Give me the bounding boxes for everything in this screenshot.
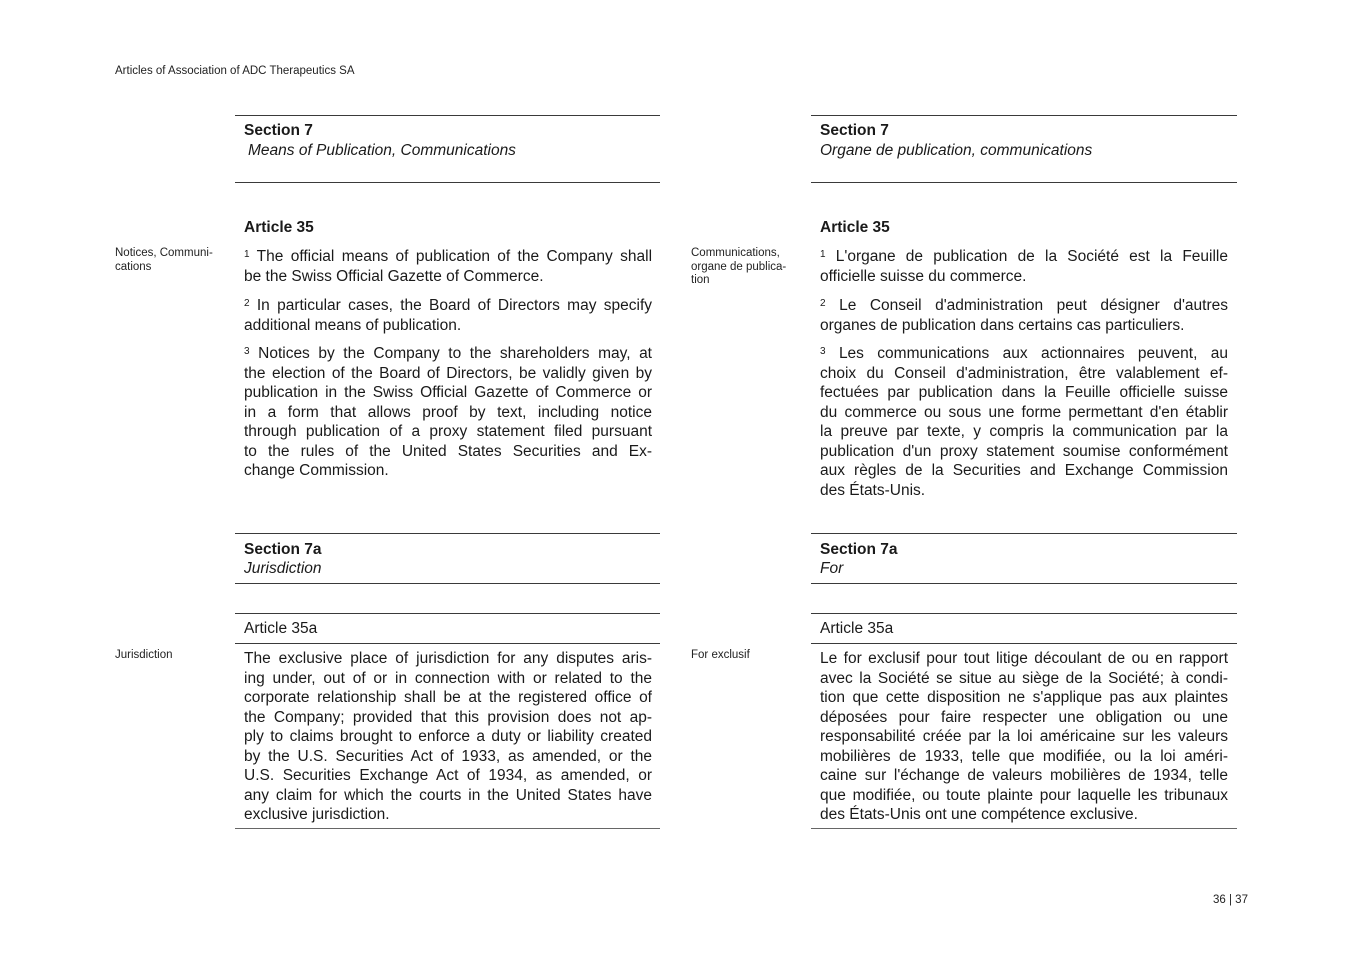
article35-heading-fr: Article 35: [820, 219, 890, 236]
section7a-label-en: Section 7a: [244, 541, 322, 558]
text-line: officielle suisse du commerce.: [820, 267, 1027, 285]
text-line: la preuve par texte, y compris la communication par la: [820, 423, 1228, 440]
article35a-bottom-rule-fr: [811, 828, 1237, 829]
section7-bottom-rule-fr: [811, 182, 1237, 183]
text-line: ing under, out of or in connection with or related to the: [244, 669, 652, 687]
para-number: 3: [244, 346, 250, 357]
text-line: aux règles de la Securities and Exchange Commission: [820, 462, 1228, 479]
article35-para-3-en: [244, 344, 652, 481]
text-line: Les communications aux actionnaires peuvent, au: [838, 345, 1228, 362]
article35a-heading-fr: Article 35a: [820, 620, 894, 637]
article35-para-1-fr: [820, 247, 1228, 286]
text-line: exclusive jurisdiction.: [244, 806, 390, 823]
para-number: 3: [820, 346, 826, 357]
section7a-top-rule-en: [235, 533, 660, 534]
text-line: in a form that allows proof by text, including notice: [244, 403, 652, 421]
section7a-bottom-rule-fr: [811, 583, 1237, 584]
text-line: Le Conseil d'administration peut désigner d'autres: [839, 297, 1228, 314]
text-line: caine sur l'échange de valeurs mobilières de 1934, telle: [820, 767, 1228, 784]
section7a-title-fr: For: [820, 560, 844, 577]
text-line: change Commission.: [244, 462, 389, 479]
text-line: by the U.S. Securities Act of 1933, as amended, or the: [244, 747, 652, 765]
margin-note-line: organe de publica-: [691, 260, 787, 273]
text-line: responsabilité créée par la loi américaine sur les valeurs: [820, 728, 1228, 745]
article35-para-1-en: [244, 247, 652, 286]
text-line: des États-Unis.: [820, 481, 926, 499]
para-number: 2: [820, 298, 826, 309]
text-line: the election of the Board of Directors, be validly given by: [244, 364, 652, 382]
article35a-bottom-rule-en: [235, 828, 660, 829]
article35a-heading-rule-fr: [811, 643, 1237, 644]
article35a-top-rule-fr: [811, 613, 1237, 614]
text-line: In particular cases, the Board of Directors may specify: [256, 297, 652, 314]
article35a-text-en: [244, 649, 652, 825]
para-number: 1: [244, 249, 250, 260]
article35a-heading-rule-en: [235, 643, 660, 644]
text-line: publication d'un proxy statement soumise conformément: [820, 442, 1228, 460]
text-line: corporate relationship shall be at the registered office of: [244, 689, 652, 706]
text-line: be the Swiss Official Gazette of Commerce.: [244, 267, 544, 285]
section7-top-rule-fr: [811, 115, 1237, 116]
article35-para-3-fr: [820, 344, 1228, 500]
section7-title-en: Means of Publication, Communications: [248, 142, 516, 159]
section7a-top-rule-fr: [811, 533, 1237, 534]
article35-para-2-en: [244, 296, 652, 335]
section7a-bottom-rule-en: [235, 583, 660, 584]
text-line: fectuées par publication dans la Feuille officielle suisse: [820, 384, 1228, 401]
text-line: ply to claims brought to enforce a duty or liability created: [244, 728, 652, 745]
para-number: 2: [244, 298, 250, 309]
article35-heading-en: Article 35: [244, 219, 314, 236]
text-line: The exclusive place of jurisdiction for any disputes aris-: [244, 650, 652, 667]
text-line: des États-Unis ont une compétence exclusive.: [820, 806, 1138, 823]
text-line: U.S. Securities Exchange Act of 1934, as amended, or: [244, 767, 652, 784]
text-line: additional means of publication.: [244, 316, 462, 334]
text-line: publication in the Swiss Official Gazette of Commerce or: [244, 384, 652, 401]
article35a-margin-note-en: [115, 649, 225, 663]
text-line: Notices by the Company to the shareholders may, at: [258, 345, 652, 362]
article35a-text-fr: [820, 649, 1228, 825]
section7-top-rule-en: [235, 115, 660, 116]
section7-bottom-rule-en: [235, 182, 660, 183]
text-line: avec la Société se situe au siège de la Société; à condi-: [820, 669, 1228, 687]
margin-note-line: Notices, Communi-: [115, 247, 213, 259]
article35a-margin-note-fr: [691, 649, 801, 663]
margin-note-line: Jurisdiction: [115, 649, 173, 661]
section7a-label-fr: Section 7a: [820, 541, 898, 558]
text-line: tion que cette disposition ne s'applique pas aux plaintes: [820, 689, 1228, 706]
text-line: to the rules of the United States Securities and Ex-: [244, 442, 652, 460]
article35-para-2-fr: [820, 296, 1228, 335]
section7-label-fr: Section 7: [820, 122, 889, 139]
article35-margin-note-fr: [691, 247, 801, 288]
text-line: choix du Conseil d'administration, être valablement ef-: [820, 364, 1228, 382]
para-number: 1: [820, 249, 826, 260]
text-line: through publication of a proxy statement filed pursuant: [244, 423, 652, 440]
running-header: Articles of Association of ADC Therapeutics SA: [115, 65, 355, 77]
section7-label-en: Section 7: [244, 122, 313, 139]
text-line: The official means of publication of the Company shall: [256, 248, 653, 265]
section7-title-fr: Organe de publication, communications: [820, 142, 1093, 159]
margin-note-line: For exclusif: [691, 649, 750, 661]
margin-note-line: Communications,: [691, 247, 780, 259]
text-line: déposées pour faire respecter une obligation ou une: [820, 708, 1228, 726]
margin-note-line: cations: [115, 260, 152, 273]
article35a-top-rule-en: [235, 613, 660, 614]
text-line: any claim for which the courts in the United States have: [244, 786, 652, 804]
margin-note-line: tion: [691, 274, 710, 286]
text-line: L'organe de publication de la Société est la Feuille: [835, 248, 1228, 265]
section7a-title-en: Jurisdiction: [244, 560, 322, 577]
text-line: the Company; provided that this provision does not ap-: [244, 708, 652, 726]
text-line: Le for exclusif pour tout litige découlant de ou en rapport: [820, 650, 1228, 667]
article35-margin-note-en: [115, 247, 225, 274]
article35a-heading-en: Article 35a: [244, 620, 318, 637]
page-number: 36 | 37: [1213, 894, 1248, 906]
text-line: mobilières de 1933, telle que modifiée, ou la loi améri-: [820, 747, 1228, 765]
text-line: organes de publication dans certains cas particuliers.: [820, 316, 1185, 334]
text-line: que modifiée, ou toute plainte pour laquelle les tribunaux: [820, 786, 1228, 804]
text-line: du commerce ou sous une forme permettant d'en établir: [820, 403, 1228, 421]
